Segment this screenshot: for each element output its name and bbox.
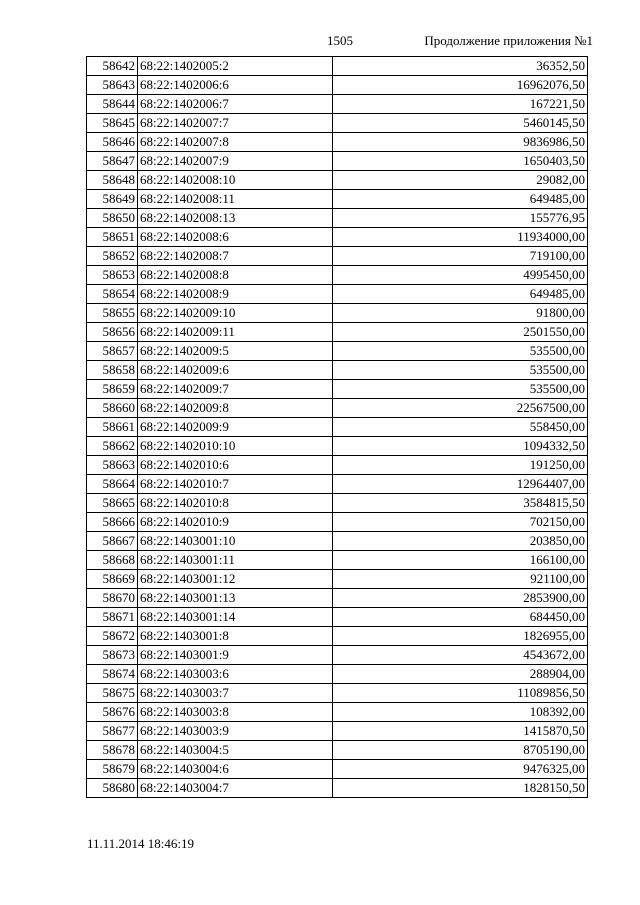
cadastral-value-cell: 535500,00 [333,342,588,361]
row-number-cell: 58677 [87,722,138,741]
cadastral-number-cell: 68:22:1402009:10 [138,304,333,323]
row-number-cell: 58661 [87,418,138,437]
cadastral-number-cell: 68:22:1402008:6 [138,228,333,247]
table-row [87,285,588,304]
cadastral-number-cell: 68:22:1402008:11 [138,190,333,209]
cadastral-number-cell: 68:22:1403003:8 [138,703,333,722]
row-number-cell: 58679 [87,760,138,779]
row-number-cell: 58672 [87,627,138,646]
row-number-cell: 58659 [87,380,138,399]
cadastral-number-cell: 68:22:1403003:6 [138,665,333,684]
cadastral-value-cell: 1826955,00 [333,627,588,646]
row-number-cell: 58642 [87,57,138,76]
table-row [87,247,588,266]
cadastral-value-cell: 191250,00 [333,456,588,475]
cadastral-value-cell: 36352,50 [333,57,588,76]
row-number-cell: 58668 [87,551,138,570]
row-number-cell: 58647 [87,152,138,171]
row-number-cell: 58666 [87,513,138,532]
table-row [87,646,588,665]
cadastral-number-cell: 68:22:1403001:8 [138,627,333,646]
row-number-cell: 58645 [87,114,138,133]
table-row [87,171,588,190]
row-number-cell: 58660 [87,399,138,418]
row-number-cell: 58649 [87,190,138,209]
cadastral-number-cell: 68:22:1402010:9 [138,513,333,532]
row-number-cell: 58658 [87,361,138,380]
cadastral-number-cell: 68:22:1403001:11 [138,551,333,570]
cadastral-value-cell: 921100,00 [333,570,588,589]
cadastral-value-cell: 649485,00 [333,190,588,209]
cadastral-number-cell: 68:22:1402009:8 [138,399,333,418]
row-number-cell: 58657 [87,342,138,361]
cadastral-value-cell: 288904,00 [333,665,588,684]
cadastral-value-cell: 535500,00 [333,361,588,380]
row-number-cell: 58653 [87,266,138,285]
table-row [87,589,588,608]
table-row [87,76,588,95]
table-row [87,741,588,760]
row-number-cell: 58655 [87,304,138,323]
table-row [87,380,588,399]
cadastral-number-cell: 68:22:1402009:7 [138,380,333,399]
cadastral-number-cell: 68:22:1403003:9 [138,722,333,741]
table-row [87,266,588,285]
row-number-cell: 58663 [87,456,138,475]
table-row [87,323,588,342]
table-row [87,152,588,171]
table-row [87,513,588,532]
cadastral-value-cell: 5460145,50 [333,114,588,133]
row-number-cell: 58646 [87,133,138,152]
table-row [87,494,588,513]
cadastral-number-cell: 68:22:1402006:7 [138,95,333,114]
cadastral-value-cell: 91800,00 [333,304,588,323]
row-number-cell: 58656 [87,323,138,342]
table-row [87,304,588,323]
cadastral-value-cell: 719100,00 [333,247,588,266]
table-row [87,418,588,437]
cadastral-number-cell: 68:22:1403004:6 [138,760,333,779]
table-row [87,114,588,133]
cadastral-number-cell: 68:22:1403001:10 [138,532,333,551]
cadastral-number-cell: 68:22:1402008:8 [138,266,333,285]
cadastral-number-cell: 68:22:1403001:9 [138,646,333,665]
cadastral-number-cell: 68:22:1402006:6 [138,76,333,95]
table-row [87,475,588,494]
row-number-cell: 58674 [87,665,138,684]
row-number-cell: 58669 [87,570,138,589]
cadastral-value-cell: 4995450,00 [333,266,588,285]
table-row [87,570,588,589]
row-number-cell: 58644 [87,95,138,114]
cadastral-value-cell: 9476325,00 [333,760,588,779]
cadastral-number-cell: 68:22:1402008:7 [138,247,333,266]
cadastral-value-cell: 166100,00 [333,551,588,570]
cadastral-number-cell: 68:22:1402010:8 [138,494,333,513]
row-number-cell: 58652 [87,247,138,266]
cadastral-value-cell: 1415870,50 [333,722,588,741]
table-row [87,665,588,684]
cadastral-number-cell: 68:22:1403004:7 [138,779,333,798]
cadastral-number-cell: 68:22:1402008:13 [138,209,333,228]
cadastral-number-cell: 68:22:1402009:9 [138,418,333,437]
cadastral-number-cell: 68:22:1402007:8 [138,133,333,152]
row-number-cell: 58665 [87,494,138,513]
cadastral-value-cell: 535500,00 [333,380,588,399]
cadastral-number-cell: 68:22:1402010:6 [138,456,333,475]
table-row [87,190,588,209]
cadastral-number-cell: 68:22:1403004:5 [138,741,333,760]
cadastral-value-cell: 11934000,00 [333,228,588,247]
table-row [87,684,588,703]
table-row [87,342,588,361]
table-body [87,57,588,798]
cadastral-number-cell: 68:22:1402007:7 [138,114,333,133]
cadastral-value-cell: 4543672,00 [333,646,588,665]
cadastral-number-cell: 68:22:1403001:14 [138,608,333,627]
table-row [87,209,588,228]
row-number-cell: 58675 [87,684,138,703]
table-row [87,779,588,798]
cadastral-number-cell: 68:22:1403001:13 [138,589,333,608]
cadastral-number-cell: 68:22:1402009:11 [138,323,333,342]
table-row [87,57,588,76]
cadastral-number-cell: 68:22:1402010:10 [138,437,333,456]
cadastral-value-cell: 702150,00 [333,513,588,532]
cadastral-value-cell: 155776,95 [333,209,588,228]
cadastral-value-cell: 8705190,00 [333,741,588,760]
row-number-cell: 58662 [87,437,138,456]
row-number-cell: 58670 [87,589,138,608]
cadastral-value-cell: 3584815,50 [333,494,588,513]
cadastral-number-cell: 68:22:1403001:12 [138,570,333,589]
cadastral-number-cell: 68:22:1402010:7 [138,475,333,494]
cadastral-value-cell: 1828150,50 [333,779,588,798]
cadastral-value-cell: 203850,00 [333,532,588,551]
table-row [87,722,588,741]
row-number-cell: 58673 [87,646,138,665]
table-row [87,703,588,722]
cadastral-value-cell: 2501550,00 [333,323,588,342]
cadastral-value-cell: 2853900,00 [333,589,588,608]
cadastral-value-cell: 22567500,00 [333,399,588,418]
row-number-cell: 58664 [87,475,138,494]
table-row [87,532,588,551]
table-row [87,627,588,646]
table-row [87,133,588,152]
row-number-cell: 58676 [87,703,138,722]
row-number-cell: 58667 [87,532,138,551]
cadastral-value-cell: 11089856,50 [333,684,588,703]
cadastral-value-cell: 1650403,50 [333,152,588,171]
row-number-cell: 58671 [87,608,138,627]
table-row [87,228,588,247]
table-row [87,760,588,779]
page-number: 1505 [327,33,353,48]
row-number-cell: 58650 [87,209,138,228]
row-number-cell: 58680 [87,779,138,798]
row-number-cell: 58678 [87,741,138,760]
row-number-cell: 58648 [87,171,138,190]
cadastral-value-cell: 16962076,50 [333,76,588,95]
cadastral-value-cell: 1094332,50 [333,437,588,456]
cadastral-value-cell: 684450,00 [333,608,588,627]
cadastral-number-cell: 68:22:1402005:2 [138,57,333,76]
cadastral-value-cell: 12964407,00 [333,475,588,494]
cadastral-number-cell: 68:22:1402009:5 [138,342,333,361]
cadastral-value-cell: 108392,00 [333,703,588,722]
table-row [87,437,588,456]
cadastral-number-cell: 68:22:1402008:10 [138,171,333,190]
cadastral-value-cell: 167221,50 [333,95,588,114]
table-row [87,456,588,475]
cadastral-number-cell: 68:22:1402009:6 [138,361,333,380]
print-timestamp: 11.11.2014 18:46:19 [87,836,195,851]
cadastral-number-cell: 68:22:1402008:9 [138,285,333,304]
table-row [87,608,588,627]
table-row [87,361,588,380]
cadastral-number-cell: 68:22:1402007:9 [138,152,333,171]
cadastral-value-cell: 29082,00 [333,171,588,190]
table-row [87,551,588,570]
cadastral-number-cell: 68:22:1403003:7 [138,684,333,703]
cadastral-value-cell: 9836986,50 [333,133,588,152]
row-number-cell: 58643 [87,76,138,95]
table-row [87,399,588,418]
cadastral-value-cell: 558450,00 [333,418,588,437]
appendix-title: Продолжение приложения №1 [424,33,593,48]
table-row [87,95,588,114]
cadastral-value-table [86,56,588,798]
row-number-cell: 58654 [87,285,138,304]
cadastral-value-cell: 649485,00 [333,285,588,304]
row-number-cell: 58651 [87,228,138,247]
